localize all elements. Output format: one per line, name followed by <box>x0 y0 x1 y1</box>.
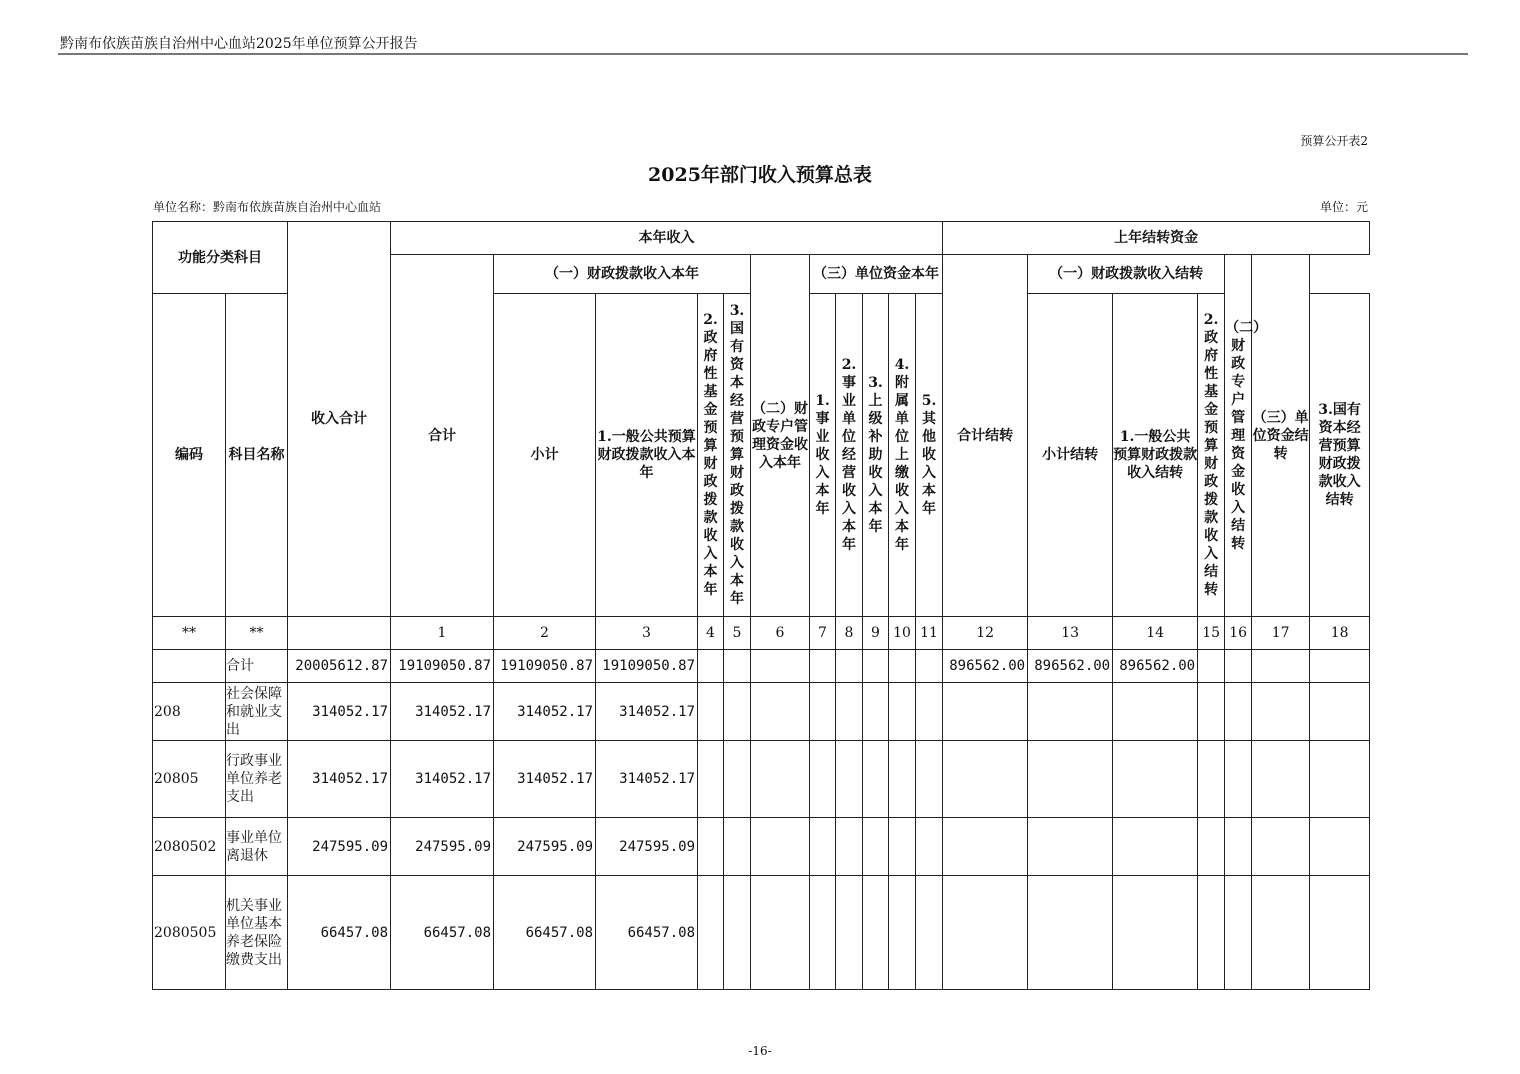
amount-cell <box>1252 818 1310 876</box>
column-index-cell: 15 <box>1198 617 1225 650</box>
column-index-cell: 11 <box>916 617 943 650</box>
amount-cell <box>1028 818 1113 876</box>
header-general-public: 1.一般公共预算财政拨款收入本年 <box>596 294 698 617</box>
amount-cell: 66457.08 <box>391 876 494 990</box>
amount-cell <box>889 876 916 990</box>
header-subtotal: 小计 <box>494 294 596 617</box>
table-row <box>153 650 1370 683</box>
amount-cell <box>698 818 724 876</box>
amount-cell: 896562.00 <box>1028 650 1113 683</box>
column-index-cell: 9 <box>863 617 889 650</box>
column-index-cell: 6 <box>751 617 810 650</box>
header-fiscal-special: （二）财政专户管理资金收入本年 <box>751 255 810 617</box>
column-index-cell: ** <box>226 617 288 650</box>
amount-cell <box>916 741 943 818</box>
header-prior-carry: 上年结转资金 <box>943 222 1370 255</box>
column-index-cell: 8 <box>836 617 863 650</box>
column-index-cell: 1 <box>391 617 494 650</box>
amount-cell <box>836 741 863 818</box>
amount-cell <box>889 741 916 818</box>
header-subtotal-carry: 小计结转 <box>1028 294 1113 617</box>
column-index-cell: 14 <box>1113 617 1198 650</box>
amount-cell: 314052.17 <box>494 683 596 741</box>
table-row <box>153 876 1370 990</box>
amount-cell <box>810 876 836 990</box>
amount-cell: 20005612.87 <box>288 650 391 683</box>
income-budget-table <box>152 221 1370 990</box>
amount-cell <box>916 650 943 683</box>
amount-cell <box>1225 650 1252 683</box>
header-state-capital: 3.国有资本经营预算财政拨款收入本年 <box>724 294 751 617</box>
subject-name-cell: 行政事业单位养老支出 <box>226 741 288 818</box>
currency-unit: 单位：元 <box>1319 200 1368 214</box>
column-index-cell: 7 <box>810 617 836 650</box>
header-unit-funds-carry: （三）单位资金结转 <box>1252 255 1310 617</box>
column-index-cell: 13 <box>1028 617 1113 650</box>
amount-cell <box>836 818 863 876</box>
amount-cell <box>889 650 916 683</box>
amount-cell <box>1225 818 1252 876</box>
table-number: 预算公开表2 <box>1300 134 1368 148</box>
amount-cell <box>943 818 1028 876</box>
amount-cell <box>1028 876 1113 990</box>
amount-cell <box>916 683 943 741</box>
column-index-cell: ** <box>153 617 226 650</box>
header-biz-income: 1.事业收入本年 <box>810 294 836 617</box>
amount-cell <box>1198 741 1225 818</box>
header-code: 编码 <box>153 294 226 617</box>
page-title: 2025年部门收入预算总表 <box>648 164 872 186</box>
column-index-cell: 17 <box>1252 617 1310 650</box>
amount-cell <box>1113 818 1198 876</box>
header-biz-operating: 2.事业单位经营收入本年 <box>836 294 863 617</box>
subject-name-cell: 合计 <box>226 650 288 683</box>
amount-cell <box>1310 741 1370 818</box>
unit-name: 单位名称：黔南布依族苗族自治州中心血站 <box>153 200 382 214</box>
amount-cell <box>724 818 751 876</box>
table-row <box>153 818 1370 876</box>
amount-cell: 314052.17 <box>596 741 698 818</box>
column-index-cell: 16 <box>1225 617 1252 650</box>
amount-cell <box>1252 876 1310 990</box>
amount-cell <box>943 683 1028 741</box>
amount-cell: 314052.17 <box>494 741 596 818</box>
amount-cell: 896562.00 <box>943 650 1028 683</box>
amount-cell <box>863 876 889 990</box>
amount-cell: 19109050.87 <box>391 650 494 683</box>
amount-cell <box>724 650 751 683</box>
header-general-public-carry: 1.一般公共预算财政拨款收入结转 <box>1113 294 1198 617</box>
header-gov-fund-carry: 2.政府性基金预算财政拨款收入结转 <box>1198 294 1225 617</box>
amount-cell <box>836 650 863 683</box>
amount-cell <box>751 741 810 818</box>
subject-name-cell: 社会保障和就业支出 <box>226 683 288 741</box>
amount-cell: 247595.09 <box>288 818 391 876</box>
amount-cell <box>836 683 863 741</box>
column-index-cell: 5 <box>724 617 751 650</box>
amount-cell <box>1198 876 1225 990</box>
header-fiscal-current: （一）财政拨款收入本年 <box>494 255 751 294</box>
amount-cell: 247595.09 <box>596 818 698 876</box>
amount-cell <box>889 818 916 876</box>
subject-code-cell: 208 <box>153 683 226 741</box>
amount-cell <box>724 741 751 818</box>
amount-cell <box>724 683 751 741</box>
amount-cell <box>1198 650 1225 683</box>
header-fiscal-carry: （一）财政拨款收入结转 <box>1028 255 1225 294</box>
amount-cell <box>751 683 810 741</box>
amount-cell: 314052.17 <box>596 683 698 741</box>
amount-cell <box>698 650 724 683</box>
header-other-income: 5.其他收入本年 <box>916 294 943 617</box>
amount-cell <box>698 876 724 990</box>
amount-cell <box>889 683 916 741</box>
amount-cell: 19109050.87 <box>494 650 596 683</box>
amount-cell <box>863 818 889 876</box>
data-rows <box>153 650 1370 990</box>
amount-cell <box>916 876 943 990</box>
amount-cell: 314052.17 <box>288 683 391 741</box>
amount-cell: 314052.17 <box>391 683 494 741</box>
amount-cell <box>836 876 863 990</box>
amount-cell <box>810 818 836 876</box>
subject-code-cell: 20805 <box>153 741 226 818</box>
amount-cell <box>1113 741 1198 818</box>
column-index-cell: 3 <box>596 617 698 650</box>
amount-cell: 247595.09 <box>494 818 596 876</box>
amount-cell: 314052.17 <box>391 741 494 818</box>
amount-cell <box>1252 741 1310 818</box>
amount-cell <box>810 650 836 683</box>
subject-code-cell <box>153 650 226 683</box>
amount-cell <box>1198 818 1225 876</box>
amount-cell <box>1198 683 1225 741</box>
amount-cell <box>1310 876 1370 990</box>
header-superior-subsidy: 3.上级补助收入本年 <box>863 294 889 617</box>
column-index-cell: 12 <box>943 617 1028 650</box>
amount-cell: 314052.17 <box>288 741 391 818</box>
subject-name-cell: 事业单位离退休 <box>226 818 288 876</box>
header-total: 合计 <box>391 255 494 617</box>
amount-cell <box>916 818 943 876</box>
column-index-cell: 2 <box>494 617 596 650</box>
amount-cell: 19109050.87 <box>596 650 698 683</box>
header-state-capital-carry: 3.国有资本经营预算财政拨款收入结转 <box>1310 294 1370 617</box>
amount-cell: 247595.09 <box>391 818 494 876</box>
amount-cell <box>1028 683 1113 741</box>
amount-cell <box>1225 876 1252 990</box>
header-unit-funds-current: （三）单位资金本年 <box>810 255 943 294</box>
header-current-year: 本年收入 <box>391 222 943 255</box>
amount-cell <box>698 683 724 741</box>
amount-cell <box>810 741 836 818</box>
header-gov-fund: 2.政府性基金预算财政拨款收入本年 <box>698 294 724 617</box>
amount-cell <box>751 876 810 990</box>
column-index-cell: 18 <box>1310 617 1370 650</box>
amount-cell <box>1225 741 1252 818</box>
amount-cell: 66457.08 <box>494 876 596 990</box>
amount-cell <box>751 650 810 683</box>
amount-cell <box>810 683 836 741</box>
amount-cell <box>943 876 1028 990</box>
header-income-total: 收入合计 <box>288 222 391 617</box>
column-index-cell: 10 <box>889 617 916 650</box>
column-index-cell <box>288 617 391 650</box>
amount-cell <box>1252 683 1310 741</box>
amount-cell <box>863 683 889 741</box>
header-rule <box>58 53 1468 55</box>
amount-cell <box>1310 683 1370 741</box>
amount-cell <box>943 741 1028 818</box>
amount-cell: 66457.08 <box>288 876 391 990</box>
amount-cell <box>863 741 889 818</box>
amount-cell <box>751 818 810 876</box>
amount-cell <box>1113 876 1198 990</box>
running-header: 黔南布依族苗族自治州中心血站2025年单位预算公开报告 <box>60 36 418 52</box>
amount-cell <box>1252 650 1310 683</box>
amount-cell <box>1310 650 1370 683</box>
amount-cell <box>1028 741 1113 818</box>
amount-cell: 66457.08 <box>596 876 698 990</box>
amount-cell <box>724 876 751 990</box>
header-fiscal-special-carry: （二）财政专户管理资金收入结转 <box>1225 255 1252 617</box>
header-func-class: 功能分类科目 <box>153 222 288 294</box>
amount-cell <box>698 741 724 818</box>
page-number: -16- <box>748 1044 772 1058</box>
header-total-carry: 合计结转 <box>943 255 1028 617</box>
amount-cell <box>1310 818 1370 876</box>
subject-code-cell: 2080505 <box>153 876 226 990</box>
amount-cell <box>1113 683 1198 741</box>
header-affiliate-turnover: 4.附属单位上缴收入本年 <box>889 294 916 617</box>
header-subject-name: 科目名称 <box>226 294 288 617</box>
amount-cell: 896562.00 <box>1113 650 1198 683</box>
amount-cell <box>863 650 889 683</box>
table-row <box>153 741 1370 818</box>
amount-cell <box>1225 683 1252 741</box>
subject-code-cell: 2080502 <box>153 818 226 876</box>
subject-name-cell: 机关事业单位基本养老保险缴费支出 <box>226 876 288 990</box>
column-index-cell: 4 <box>698 617 724 650</box>
table-row <box>153 683 1370 741</box>
column-index-row <box>153 617 1370 650</box>
